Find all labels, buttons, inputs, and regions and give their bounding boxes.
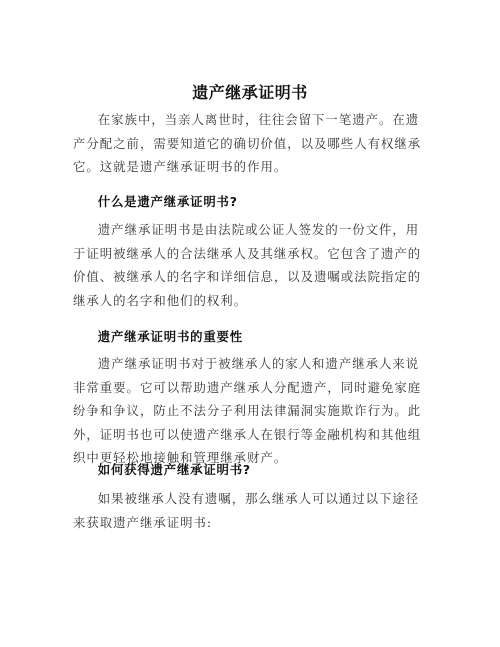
- document-title: 遗产继承证明书: [192, 83, 308, 102]
- section-heading-importance: 遗产继承证明书的重要性: [97, 329, 243, 344]
- section-body-what-is: 遗产继承证明书是由法院或公证人签发的一份文件，用于证明被继承人的合法继承人及其继承权。它包含了遗产的价值、被继承人的名字和详细信息，以及遗嘱或法院指定的继承人的名字和他们的权利。: [73, 222, 422, 308]
- section-heading-what-is: 什么是遗产继承证明书?: [97, 194, 238, 209]
- section-body-how-to-obtain: 如果被继承人没有遗嘱，那么继承人可以通过以下途径来获取遗产继承证明书:: [73, 491, 420, 530]
- section-heading-how-to-obtain: 如何获得遗产继承证明书?: [97, 462, 251, 477]
- intro-paragraph: 在家族中，当亲人离世时，往往会留下一笔遗产。在遗产分配之前，需要知道它的确切价值，以及哪些人有权继承它。这就是遗产继承证明书的作用。: [73, 112, 422, 174]
- section-body-importance: 遗产继承证明书对于被继承人的家人和遗产继承人来说非常重要。它可以帮助遗产继承人分配遗产，同时避免家庭纷争和争议，防止不法分子利用法律漏洞实施欺诈行为。此外，证明书也可以使遗产继承人在银行等金融机构和其他组织中更轻松地接触和管理继承财产。: [73, 356, 422, 465]
